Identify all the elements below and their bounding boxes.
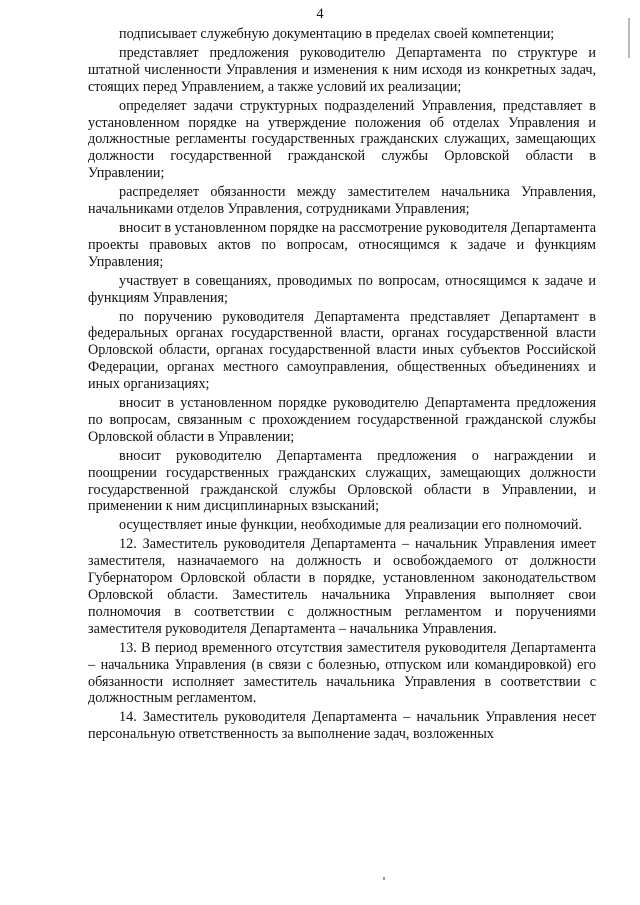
scan-margin-mark (628, 18, 630, 58)
paragraph: 14. Заместитель руководителя Департамента – начальник Управления несет персональную ответственность за выполнение задач, возложенных (88, 709, 596, 743)
paragraph: распределяет обязанности между заместителем начальника Управления, начальниками отделов Управления, сотрудниками Управления; (88, 184, 596, 218)
paragraph: подписывает служебную документацию в пределах своей компетенции; (119, 26, 555, 42)
paragraph: определяет задачи структурных подразделений Управления, представляет в установленном порядке на утверждение положения об отделах Управления и должностные регламенты государственных гражданских служащих, замещающих должности государственной гражданской службы Орловской области в Управлении; (88, 97, 596, 182)
paragraph: вносит руководителю Департамента предложения о награждении и поощрении государственных гражданских служащих, замещающих должности государственной гражданской службы Орловской области в Управлении, и применении к ним дисциплинарных взысканий; (88, 447, 596, 515)
paragraph: вносит в установленном порядке на рассмотрение руководителя Департамента проекты правовых актов по вопросам, относящимся к задаче и функциям Управления; (88, 219, 596, 270)
paragraph: 13. В период временного отсутствия заместителя руководителя Департамента – начальника Управления (в связи с болезнью, отпуском или командировкой) его обязанности исполняет заместитель начальника Управления в соответствии с должностным регламентом. (88, 639, 596, 707)
paragraph: представляет предложения руководителю Департамента по структуре и штатной численности Управления и изменения к ним исходя из конкретных задач, стоящих перед Управлением, а также условий их реализации; (88, 44, 596, 95)
paragraph: 12. Заместитель руководителя Департамента – начальник Управления имеет заместителя, назначаемого на должность и освобождаемого от должности Губернатором Орловской области в порядке, установленном законодательством Орловской области. Заместитель начальника Управления выполняет свои полномочия в соответствии с должностным регламентом и поручениями заместителя руководителя Департамента – начальника Управления. (88, 536, 596, 637)
paragraph: вносит в установленном порядке руководителю Департамента предложения по вопросам, связанным с прохождением государственной гражданской службы Орловской области в Управлении; (88, 395, 596, 445)
page-number: 4 (316, 6, 324, 22)
document-body (88, 26, 596, 745)
paragraph: осуществляет иные функции, необходимые для реализации его полномочий. (119, 517, 583, 534)
scan-tick-mark (383, 877, 385, 880)
paragraph: участвует в совещаниях, проводимых по вопросам, относящимся к задаче и функциям Управления; (88, 272, 596, 306)
paragraph: по поручению руководителя Департамента представляет Департамент в федеральных органах государственной власти, органах государственной власти Орловской области, органах государственной власти иных субъектов Российской Федерации, органах местного самоуправления, общественных объединениях и иных организациях; (88, 308, 596, 393)
